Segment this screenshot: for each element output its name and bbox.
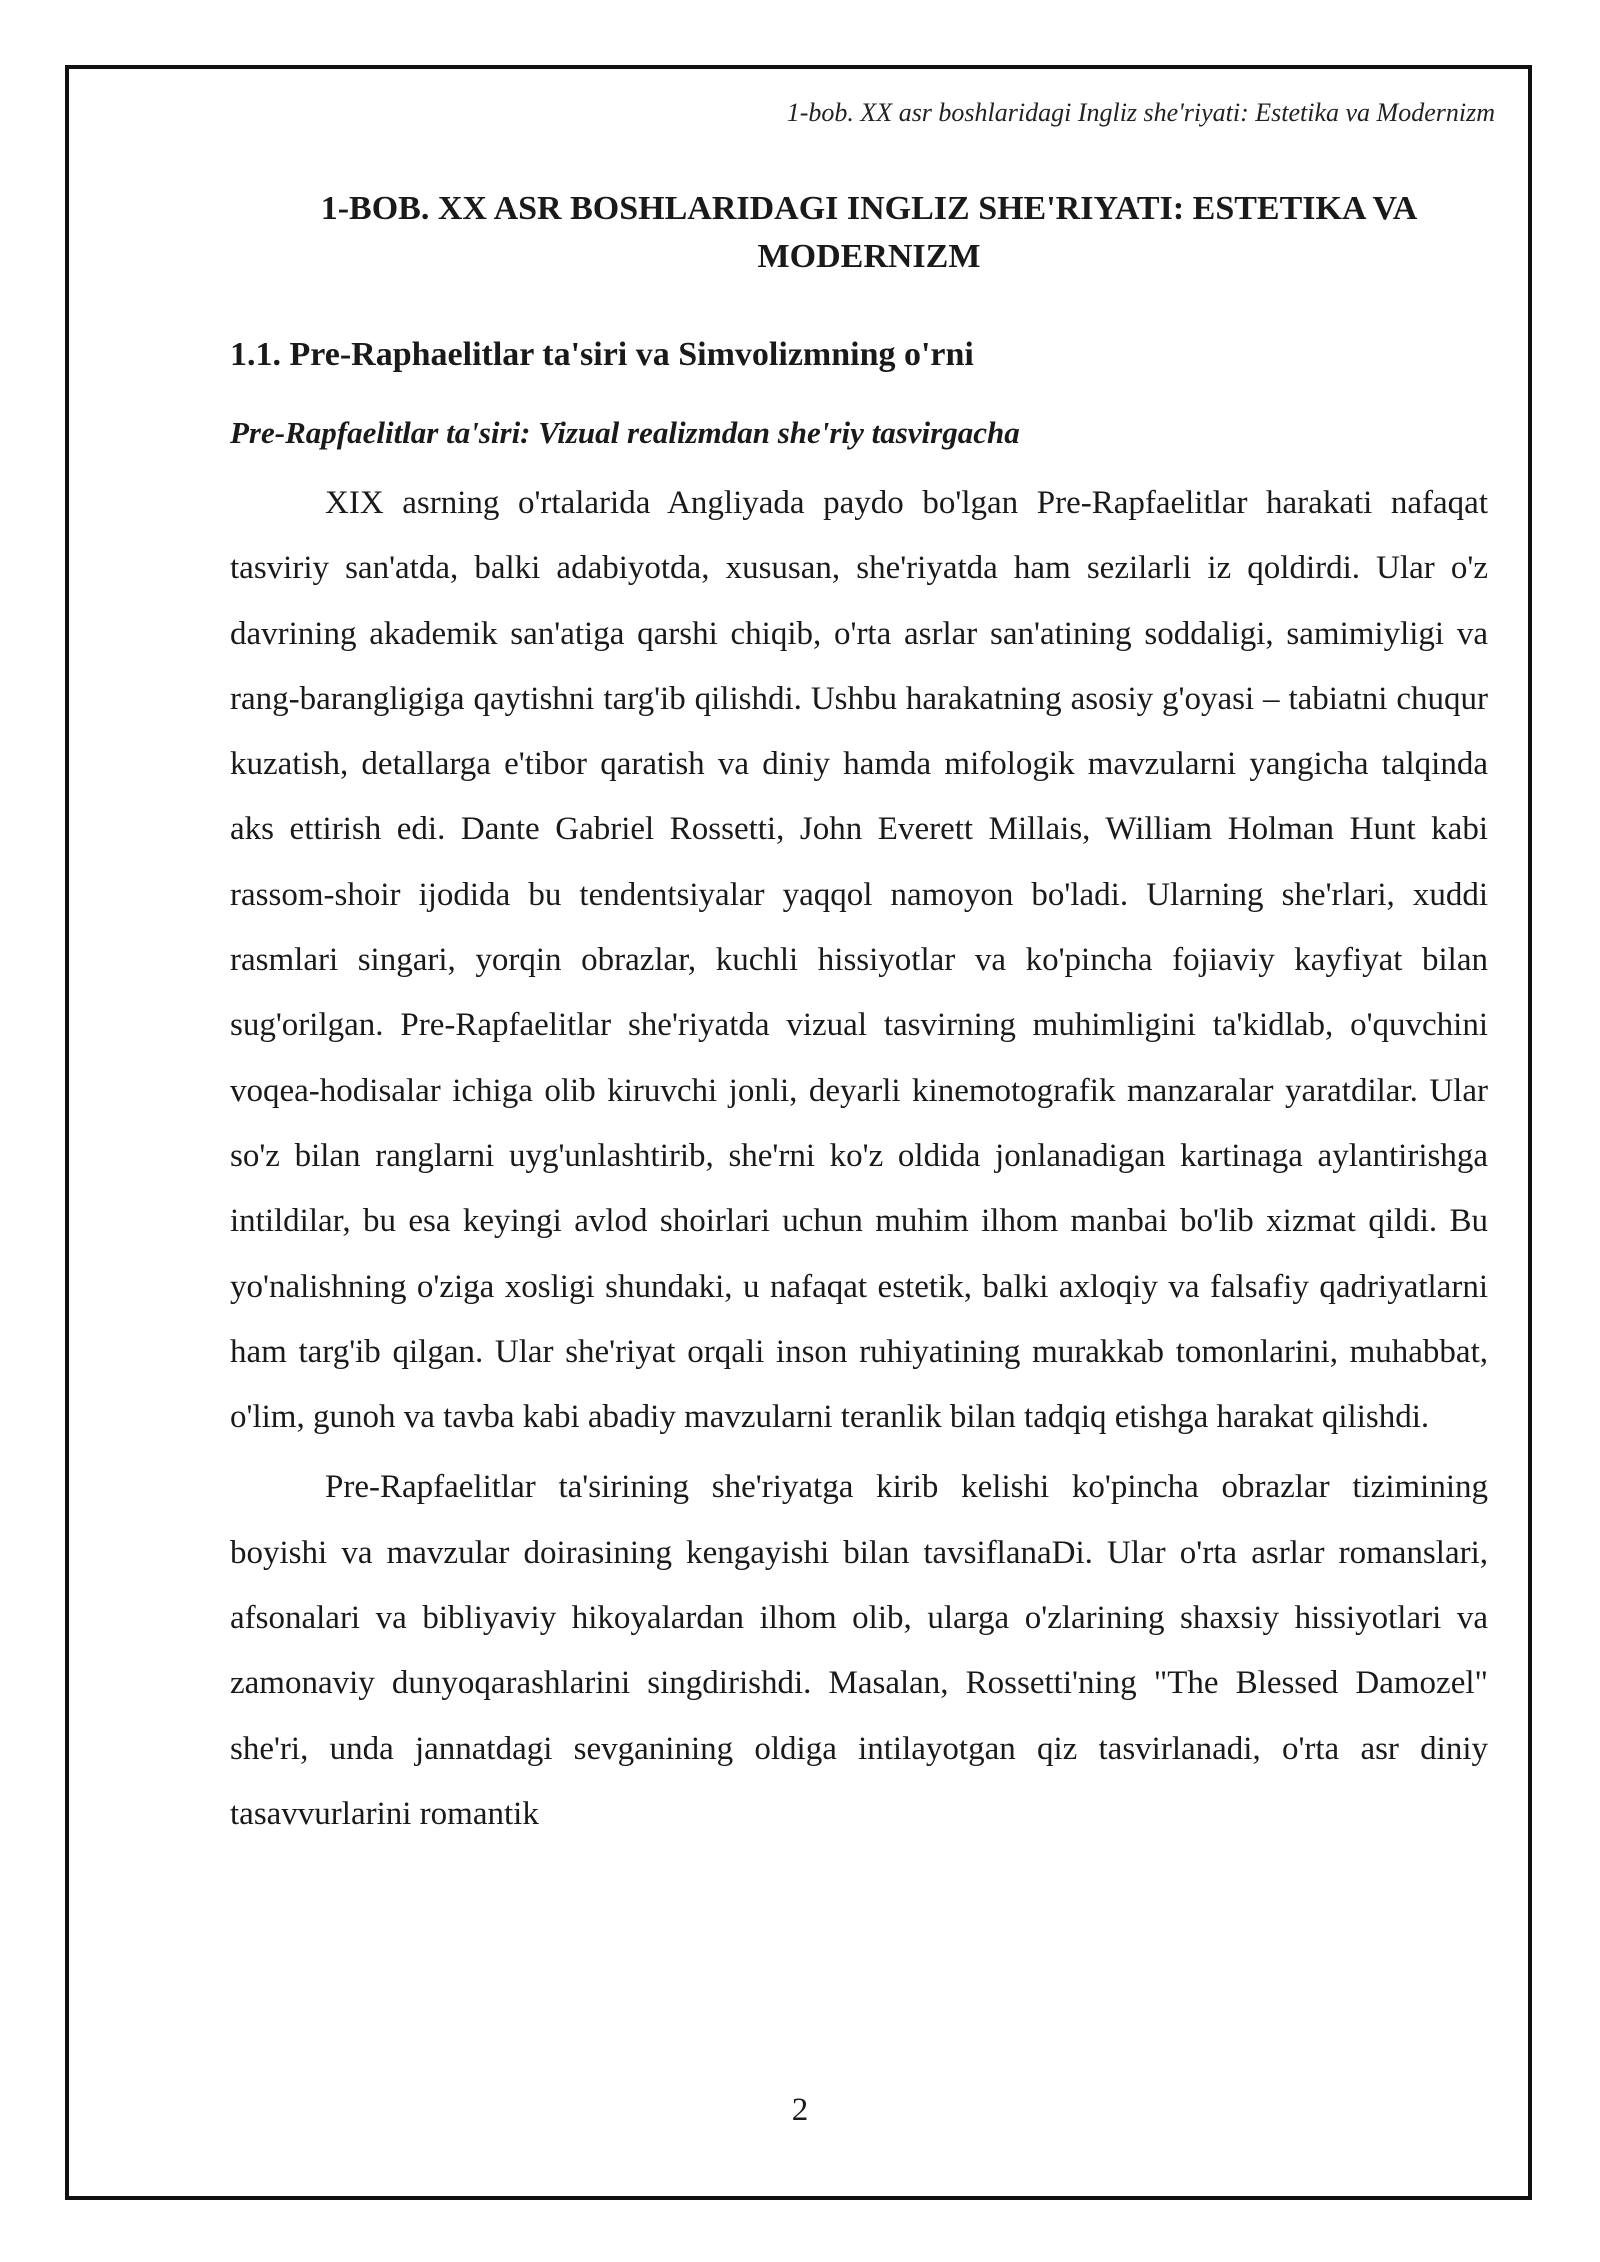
body-paragraph: XIX asrning o'rtalarida Angliyada paydo bo'lgan Pre-Rapfaelitlar harakati nafaqat tasviriy san'atda, balki adabiyotda, xususan, she'riyatda ham sezilarli iz qoldirdi. Ular o'z davrining akademik san'atiga qarshi chiqib, o'rta asrlar san'atining soddaligi, samimiyligi va rang-barangligiga qaytishni targ'ib qilishdi. Ushbu harakatning asosiy g'oyasi – tabiatni chuqur kuzatish, detallarga e'tibor qaratish va diniy hamda mifologik mavzularni yangicha talqinda aks ettirish edi. Dante Gabriel Rossetti, John Everett Millais, William Holman Hunt kabi rassom-shoir ijodida bu tendentsiyalar yaqqol namoyon bo'ladi. Ularning she'rlari, xuddi rasmlari singari, yorqin obrazlar, kuchli hissiyotlar va ko'pincha fojiaviy kayfiyat bilan sug'orilgan. Pre-Rapfaelitlar she'riyatda vizual tasvirning muhimligini ta'kidlab, o'quvchini voqea-hodisalar ichiga olib kiruvchi jonli, deyarli kinemotografik manzaralar yaratdilar. Ular so'z bilan ranglarni uyg'unlashtirib, she'rni ko'z oldida jonlanadigan kartinaga aylantirishga intildilar, bu esa keyingi avlod shoirlari uchun muhim ilhom manbai bo'lib xizmat qildi. Bu yo'nalishning o'ziga xosligi shundaki, u nafaqat estetik, balki axloqiy va falsafiy qadriyatlarni ham targ'ib qilgan. Ular she'riyat orqali inson ruhiyatining murakkab tomonlarini, muhabbat, o'lim, gunoh va tavba kabi abadiy mavzularni teranlik bilan tadqiq etishga harakat qilishdi. (230, 485, 1488, 1436)
document-body (230, 185, 1488, 1847)
subsection-title: Pre-Rapfaelitlar ta'siri: Vizual realizmdan she'riy tasvirgacha (230, 415, 1020, 450)
section-title: 1.1. Pre-Raphaelitlar ta'siri va Simvolizmning o'rni (230, 336, 974, 373)
chapter-title: 1-BOB. XX ASR BOSHLARIDAGI INGLIZ SHE'RIYATI: ESTETIKA VA MODERNIZM (320, 190, 1418, 275)
body-paragraph: Pre-Rapfaelitlar ta'sirining she'riyatga kirib kelishi ko'pincha obrazlar tizimining boyishi va mavzular doirasining kengayishi bilan tavsiflanaDi. Ular o'rta asrlar romanslari, afsonalari va bibliyaviy hikoyalardan ilhom olib, ularga o'zlarining shaxsiy hissiyotlari va zamonaviy dunyoqarashlarini singdirishdi. Masalan, Rossetti'ning "The Blessed Damozel" she'ri, unda jannatdagi sevganining oldiga intilayotgan qiz tasvirlanadi, o'rta asr diniy tasavvurlarini romantik (230, 1469, 1488, 1832)
page-number: 2 (791, 2092, 809, 2128)
running-header: 1-bob. XX asr boshlaridagi Ingliz she'riyati: Estetika va Modernizm (786, 98, 1495, 127)
